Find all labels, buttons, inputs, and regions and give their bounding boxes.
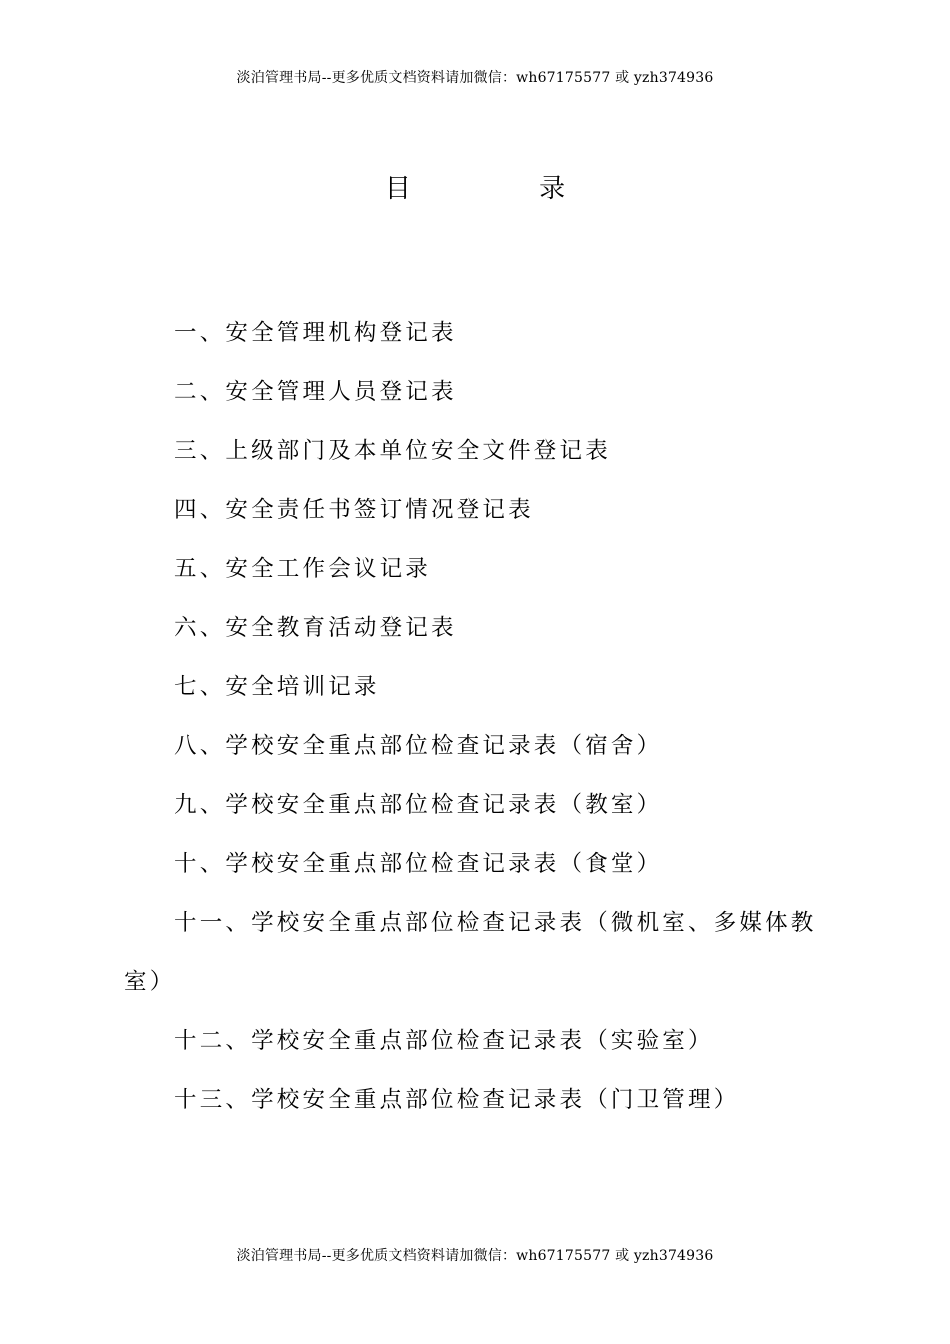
toc-item-1: 一、安全管理机构登记表	[174, 320, 457, 346]
page-header: 淡泊管理书局--更多优质文档资料请加微信：wh67175577 或 yzh374936	[236, 70, 714, 86]
toc-item-9: 九、学校安全重点部位检查记录表（教室）	[174, 792, 663, 818]
toc-item-3: 三、上级部门及本单位安全文件登记表	[174, 438, 611, 464]
toc-item-10: 十、学校安全重点部位检查记录表（食堂）	[174, 851, 663, 877]
toc-item-5: 五、安全工作会议记录	[174, 556, 432, 582]
toc-item-12: 十二、学校安全重点部位检查记录表（实验室）	[174, 1028, 714, 1054]
toc-item-13: 十三、学校安全重点部位检查记录表（门卫管理）	[174, 1087, 740, 1113]
toc-item-11-continued: 室）	[124, 969, 176, 995]
toc-item-7: 七、安全培训记录	[174, 674, 380, 700]
toc-item-2: 二、安全管理人员登记表	[174, 379, 457, 405]
toc-item-8: 八、学校安全重点部位检查记录表（宿舍）	[174, 733, 663, 759]
page-footer: 淡泊管理书局--更多优质文档资料请加微信：wh67175577 或 yzh374936	[236, 1248, 714, 1264]
toc-item-6: 六、安全教育活动登记表	[174, 615, 457, 641]
toc-item-4: 四、安全责任书签订情况登记表	[174, 497, 534, 523]
page-title: 目 录	[384, 174, 626, 204]
toc-item-11: 十一、学校安全重点部位检查记录表（微机室、多媒体教	[174, 910, 817, 936]
